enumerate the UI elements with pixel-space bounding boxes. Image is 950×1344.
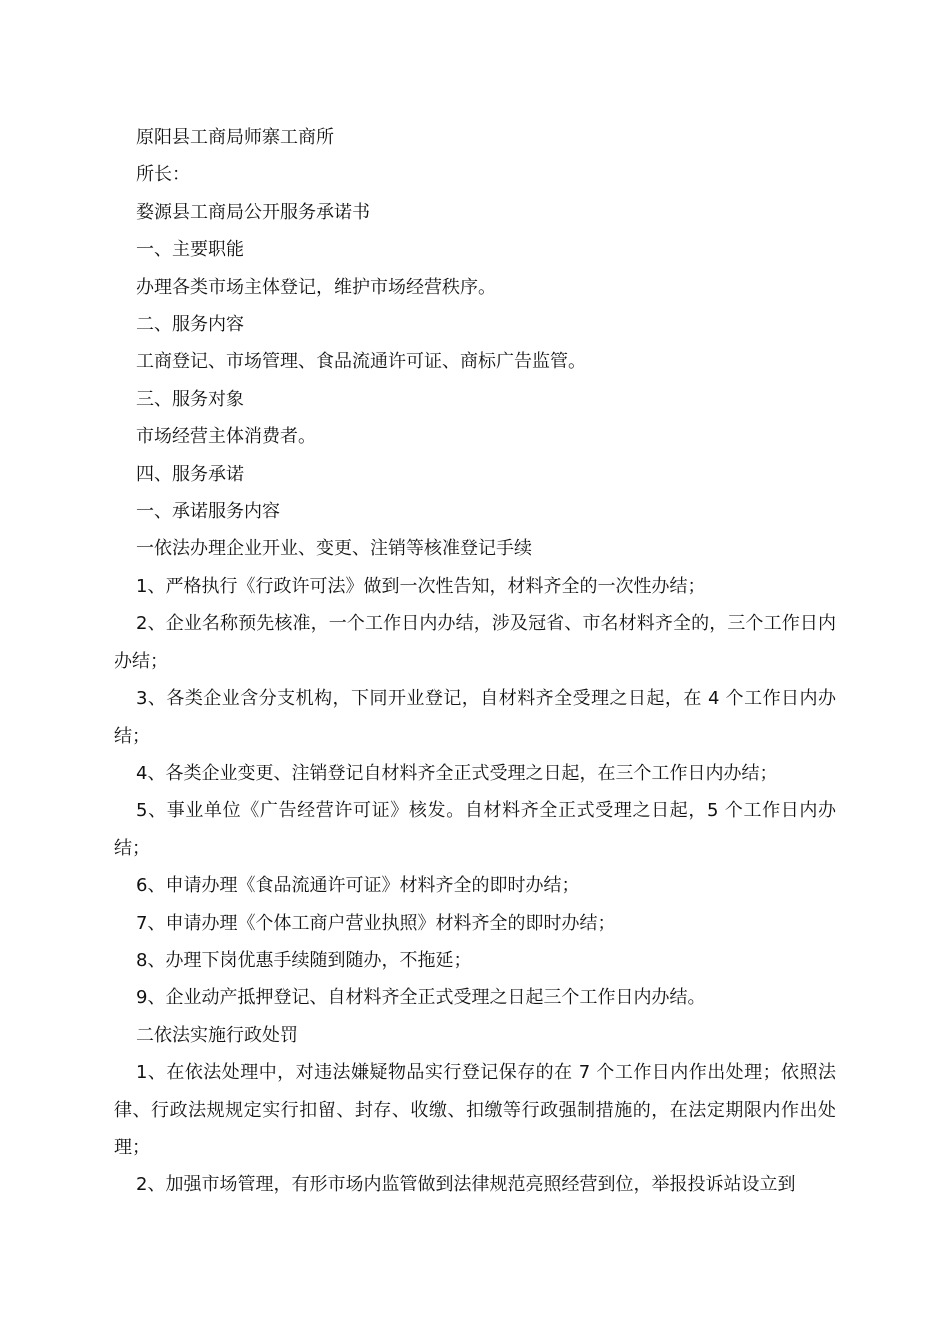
section-heading-service-targets: 三、服务对象: [136, 388, 244, 410]
list-item-2: 2、企业名称预先核准，一个工作日内办结，涉及冠省、市名材料齐全的，三个工作日内办结；: [114, 613, 836, 672]
penalty-item-1: 1、在依法处理中，对违法嫌疑物品实行登记保存的在 7 个工作日内作出处理；依照法律、行政法规规定实行扣留、封存、收缴、扣缴等行政强制措施的，在法定期限内作出处理；: [114, 1062, 836, 1158]
section-heading-commitments: 四、服务承诺: [136, 463, 244, 485]
paragraph-service-content: 工商登记、市场管理、食品流通许可证、商标广告监管。: [136, 351, 586, 373]
paragraph-functions: 办理各类市场主体登记，维护市场经营秩序。: [136, 276, 496, 298]
document-title: 婺源县工商局公开服务承诺书: [136, 201, 370, 223]
subsection-heading-penalties: 二依法实施行政处罚: [136, 1024, 298, 1046]
subsection-heading-registration: 一依法办理企业开业、变更、注销等核准登记手续: [136, 538, 532, 560]
section-heading-service-content: 二、服务内容: [136, 314, 244, 336]
header-director-label: 所长：: [136, 164, 190, 186]
list-item-3: 3、各类企业含分支机构，下同开业登记，自材料齐全受理之日起，在 4 个工作日内办结；: [114, 688, 836, 747]
penalty-item-2: 2、加强市场管理，有形市场内监管做到法律规范亮照经营到位，举报投诉站设立到: [136, 1174, 796, 1196]
section-heading-functions: 一、主要职能: [136, 239, 244, 261]
list-item-6: 6、申请办理《食品流通许可证》材料齐全的即时办结；: [136, 875, 580, 897]
list-item-9: 9、企业动产抵押登记、自材料齐全正式受理之日起三个工作日内办结。: [136, 987, 706, 1009]
list-item-4: 4、各类企业变更、注销登记自材料齐全正式受理之日起，在三个工作日内办结；: [136, 762, 778, 784]
list-item-7: 7、申请办理《个体工商户营业执照》材料齐全的即时办结；: [136, 912, 616, 934]
list-item-1: 1、严格执行《行政许可法》做到一次性告知，材料齐全的一次性办结；: [136, 575, 706, 597]
document-body: [114, 119, 836, 1204]
list-item-5: 5、事业单位《广告经营许可证》核发。自材料齐全正式受理之日起，5 个工作日内办结；: [114, 800, 836, 859]
list-item-8: 8、办理下岗优惠手续随到随办，不拖延；: [136, 949, 472, 971]
header-office-name: 原阳县工商局师寨工商所: [136, 127, 334, 148]
subsection-heading-commitment-content: 一、承诺服务内容: [136, 501, 280, 523]
paragraph-service-targets: 市场经营主体消费者。: [136, 426, 316, 448]
